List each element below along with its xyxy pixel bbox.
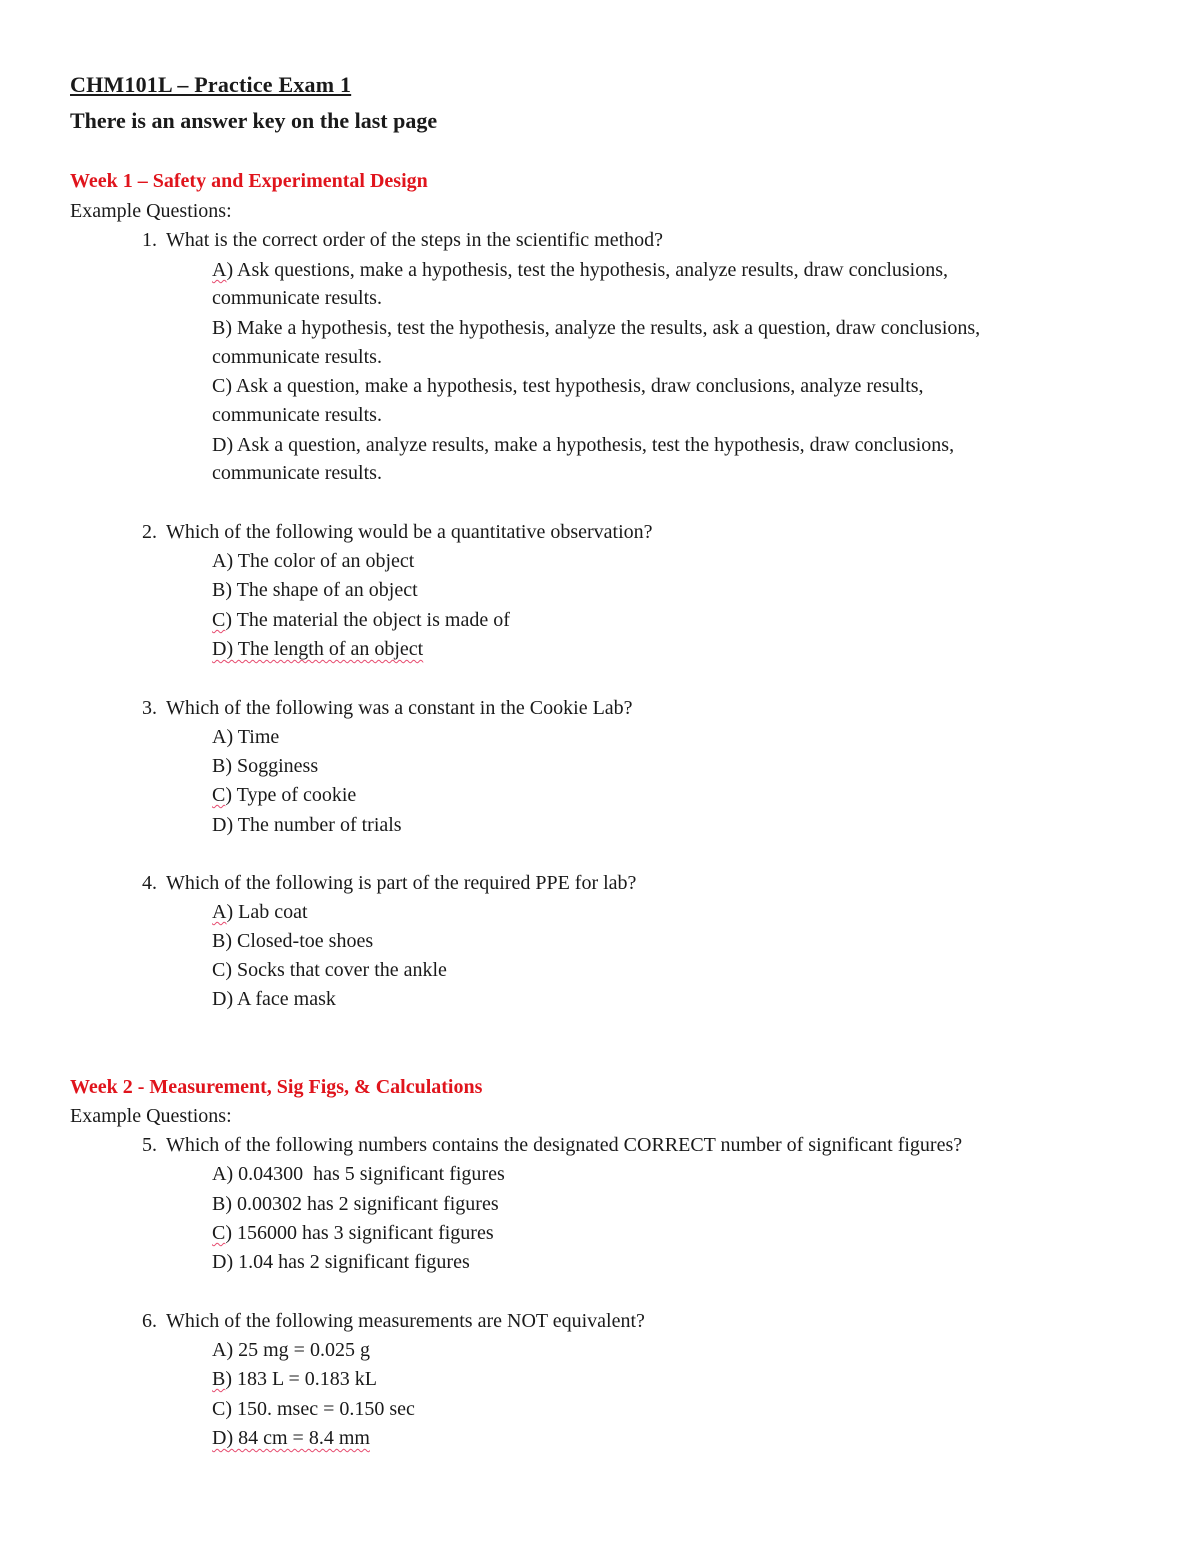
option-1a-continued: communicate results. — [212, 287, 382, 309]
option-5b — [212, 1193, 499, 1216]
option-1d-continued: communicate results. — [212, 462, 382, 484]
question-text: What is the correct order of the steps in the scientific method? — [166, 229, 664, 251]
option-letter: D — [212, 814, 227, 836]
option-text: ) Socks that cover the ankle — [225, 959, 447, 981]
option-5d — [212, 1251, 470, 1274]
question-5 — [142, 1134, 962, 1157]
option-3c — [212, 784, 356, 807]
question-4 — [142, 872, 636, 895]
option-2a — [212, 550, 414, 573]
option-6d — [212, 1427, 370, 1450]
option-text: ) 1.04 has 2 significant figures — [226, 1251, 470, 1273]
question-text: Which of the following numbers contains the designated CORRECT number of significant figures? — [166, 1134, 963, 1156]
option-3a — [212, 726, 279, 749]
option-text: ) Lab coat — [226, 901, 308, 923]
question-number: 6. — [142, 1310, 157, 1332]
option-text: ) 150. msec = 0.150 sec — [225, 1398, 415, 1420]
option-letter: C — [212, 1398, 226, 1420]
option-text: ) Ask a question, analyze results, make a hypothesis, test the hypothesis, draw conclusions, — [226, 434, 955, 456]
page-title: CHM101L – Practice Exam 1 — [70, 72, 352, 97]
question-text: Which of the following is part of the required PPE for lab? — [166, 872, 637, 894]
option-letter: D — [212, 434, 227, 456]
option-letter: D — [212, 638, 227, 660]
option-3b — [212, 755, 318, 778]
question-6 — [142, 1310, 645, 1333]
option-5c — [212, 1222, 494, 1245]
option-1c-continued: communicate results. — [212, 404, 382, 426]
option-2b — [212, 579, 418, 602]
option-text: ) Time — [226, 726, 280, 748]
option-letter: C — [212, 1222, 226, 1244]
option-letter: D — [212, 1251, 227, 1273]
question-number: 5. — [142, 1134, 157, 1156]
option-letter: C — [212, 609, 226, 631]
section-intro-week-1: Example Questions: — [70, 200, 232, 222]
question-number: 4. — [142, 872, 157, 894]
option-letter: A — [212, 1163, 227, 1185]
option-text: ) The color of an object — [226, 550, 415, 572]
question-text: Which of the following was a constant in the Cookie Lab? — [166, 697, 633, 719]
option-4b — [212, 930, 373, 953]
option-1a — [212, 259, 948, 282]
option-letter: C — [212, 959, 226, 981]
option-2c — [212, 609, 510, 632]
option-text: ) 183 L = 0.183 kL — [225, 1368, 377, 1390]
question-2 — [142, 521, 653, 544]
option-text: ) 156000 has 3 significant figures — [225, 1222, 494, 1244]
option-text: ) 0.00302 has 2 significant figures — [225, 1193, 499, 1215]
question-3 — [142, 697, 633, 720]
option-letter: A — [212, 726, 227, 748]
option-6a — [212, 1339, 370, 1362]
question-number: 1. — [142, 229, 157, 251]
section-intro-week-2: Example Questions: — [70, 1105, 232, 1127]
option-letter: C — [212, 784, 226, 806]
section-heading-week-2: Week 2 - Measurement, Sig Figs, & Calculations — [70, 1076, 483, 1098]
option-letter: B — [212, 579, 226, 601]
option-letter: B — [212, 930, 226, 952]
option-4a — [212, 901, 308, 924]
option-5a — [212, 1163, 505, 1186]
question-number: 2. — [142, 521, 157, 543]
option-text: ) The length of an object — [226, 638, 424, 660]
option-6c — [212, 1398, 415, 1421]
option-text: ) The number of trials — [226, 814, 402, 836]
option-text: ) Make a hypothesis, test the hypothesis, analyze the results, ask a question, draw conclusions, — [225, 317, 981, 339]
option-text: ) Sogginess — [225, 755, 319, 777]
option-text: ) 0.04300 has 5 significant figures — [226, 1163, 505, 1185]
option-letter: A — [212, 550, 227, 572]
option-text: ) The shape of an object — [225, 579, 418, 601]
option-letter: A — [212, 1339, 227, 1361]
option-text: ) Ask questions, make a hypothesis, test the hypothesis, analyze results, draw conclusions, — [226, 259, 948, 281]
option-text: ) 84 cm = 8.4 mm — [226, 1427, 370, 1449]
option-letter: D — [212, 1427, 227, 1449]
option-letter: B — [212, 755, 226, 777]
option-letter: A — [212, 901, 227, 923]
page-subtitle: There is an answer key on the last page — [70, 108, 438, 133]
option-letter: B — [212, 317, 226, 339]
option-1d — [212, 434, 954, 457]
option-4d — [212, 988, 336, 1011]
option-6b — [212, 1368, 377, 1391]
option-text: ) A face mask — [226, 988, 336, 1010]
question-number: 3. — [142, 697, 157, 719]
option-letter: C — [212, 375, 226, 397]
option-letter: A — [212, 259, 227, 281]
option-1c — [212, 375, 924, 398]
question-text: Which of the following measurements are NOT equivalent? — [166, 1310, 645, 1332]
option-letter: B — [212, 1193, 226, 1215]
option-text: ) Ask a question, make a hypothesis, test hypothesis, draw conclusions, analyze results, — [225, 375, 924, 397]
option-2d — [212, 638, 423, 661]
option-4c — [212, 959, 447, 982]
section-heading-week-1: Week 1 – Safety and Experimental Design — [70, 170, 428, 192]
option-text: ) 25 mg = 0.025 g — [226, 1339, 370, 1361]
option-letter: D — [212, 988, 227, 1010]
option-text: ) The material the object is made of — [225, 609, 510, 631]
option-text: ) Type of cookie — [225, 784, 357, 806]
option-1b — [212, 317, 980, 340]
question-text: Which of the following would be a quantitative observation? — [166, 521, 653, 543]
option-text: ) Closed-toe shoes — [225, 930, 374, 952]
option-3d — [212, 814, 402, 837]
question-1 — [142, 229, 663, 252]
option-letter: B — [212, 1368, 226, 1390]
option-1b-continued: communicate results. — [212, 346, 382, 368]
